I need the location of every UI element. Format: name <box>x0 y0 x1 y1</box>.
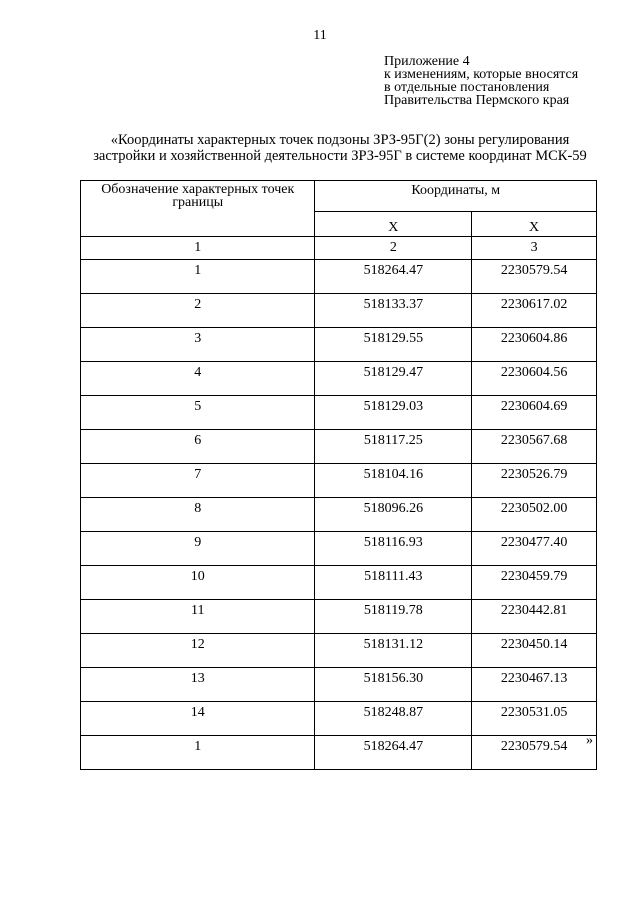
point-designation-cell: 13 <box>81 668 315 702</box>
table-row <box>81 600 597 634</box>
column-number: 1 <box>81 237 315 260</box>
table-row <box>81 532 597 566</box>
x-coordinate-cell: 2230459.79 <box>472 566 597 600</box>
x-coordinate-cell: 2230617.02 <box>472 294 597 328</box>
title-line: «Координаты характерных точек подзоны ЗРЗ-95Г(2) зоны регулирования <box>110 132 570 148</box>
x-coordinate-cell: 518133.37 <box>315 294 472 328</box>
x-coordinate-cell: 518104.16 <box>315 464 472 498</box>
point-designation-cell: 12 <box>81 634 315 668</box>
x-coordinate-cell: 2230531.05 <box>472 702 597 736</box>
appendix-line: к изменениям, которые вносятся <box>384 67 579 82</box>
coordinates-table <box>80 180 597 770</box>
point-designation-cell: 10 <box>81 566 315 600</box>
header-coordinates: Координаты, м <box>315 181 597 212</box>
point-designation-cell: 6 <box>81 430 315 464</box>
point-designation-cell: 1 <box>81 260 315 294</box>
table-row <box>81 498 597 532</box>
table-row <box>81 430 597 464</box>
x-coordinate-cell: 2230442.81 <box>472 600 597 634</box>
x-coordinate-cell: 2230579.54 <box>472 260 597 294</box>
appendix-line: в отдельные постановления <box>384 80 550 95</box>
x-coordinate-cell: 2230604.69 <box>472 396 597 430</box>
point-designation-cell: 1 <box>81 736 315 770</box>
x-coordinate-cell: 518096.26 <box>315 498 472 532</box>
appendix-line: Правительства Пермского края <box>384 93 570 108</box>
point-designation-cell: 2 <box>81 294 315 328</box>
header-axis-x: X <box>315 212 472 237</box>
table-row <box>81 328 597 362</box>
x-coordinate-cell: 2230604.86 <box>472 328 597 362</box>
x-coordinate-cell: 518111.43 <box>315 566 472 600</box>
table-row <box>81 464 597 498</box>
table-body <box>81 260 597 770</box>
table-row <box>81 396 597 430</box>
closing-quote: » <box>586 733 593 748</box>
title-line: застройки и хозяйственной деятельности ЗРЗ-95Г в системе координат МСК-59 <box>93 148 587 164</box>
x-coordinate-cell: 2230604.56 <box>472 362 597 396</box>
x-coordinate-cell: 518117.25 <box>315 430 472 464</box>
point-designation-cell: 7 <box>81 464 315 498</box>
x-coordinate-cell: 518131.12 <box>315 634 472 668</box>
point-designation-cell: 3 <box>81 328 315 362</box>
x-coordinate-cell: 2230467.13 <box>472 668 597 702</box>
page-number: 11 <box>313 28 327 43</box>
column-number: 2 <box>315 237 472 260</box>
x-coordinate-cell: 518248.87 <box>315 702 472 736</box>
x-coordinate-cell: 518264.47 <box>315 260 472 294</box>
x-coordinate-cell: 518156.30 <box>315 668 472 702</box>
x-coordinate-cell: 518116.93 <box>315 532 472 566</box>
point-designation-cell: 5 <box>81 396 315 430</box>
x-coordinate-cell: 518129.55 <box>315 328 472 362</box>
point-designation-cell: 14 <box>81 702 315 736</box>
point-designation-cell: 11 <box>81 600 315 634</box>
x-coordinate-cell: 518129.03 <box>315 396 472 430</box>
x-coordinate-cell: 2230526.79 <box>472 464 597 498</box>
table-row <box>81 736 597 770</box>
table-row <box>81 668 597 702</box>
table-row <box>81 634 597 668</box>
point-designation-cell: 8 <box>81 498 315 532</box>
table-row <box>81 260 597 294</box>
table-row <box>81 362 597 396</box>
appendix-line: Приложение 4 <box>384 54 470 69</box>
x-coordinate-cell: 2230579.54 <box>472 736 597 770</box>
table-row <box>81 294 597 328</box>
point-designation-cell: 4 <box>81 362 315 396</box>
x-coordinate-cell: 518129.47 <box>315 362 472 396</box>
column-number: 3 <box>472 237 597 260</box>
point-designation-cell: 9 <box>81 532 315 566</box>
header-axis-x: X <box>472 212 597 237</box>
x-coordinate-cell: 518264.47 <box>315 736 472 770</box>
x-coordinate-cell: 2230567.68 <box>472 430 597 464</box>
x-coordinate-cell: 2230477.40 <box>472 532 597 566</box>
document-title <box>80 132 600 164</box>
table-row <box>81 566 597 600</box>
table-row <box>81 702 597 736</box>
x-coordinate-cell: 2230502.00 <box>472 498 597 532</box>
x-coordinate-cell: 518119.78 <box>315 600 472 634</box>
appendix-note <box>384 55 578 107</box>
header-designation: Обозначение характерных точек границы <box>81 181 315 237</box>
x-coordinate-cell: 2230450.14 <box>472 634 597 668</box>
